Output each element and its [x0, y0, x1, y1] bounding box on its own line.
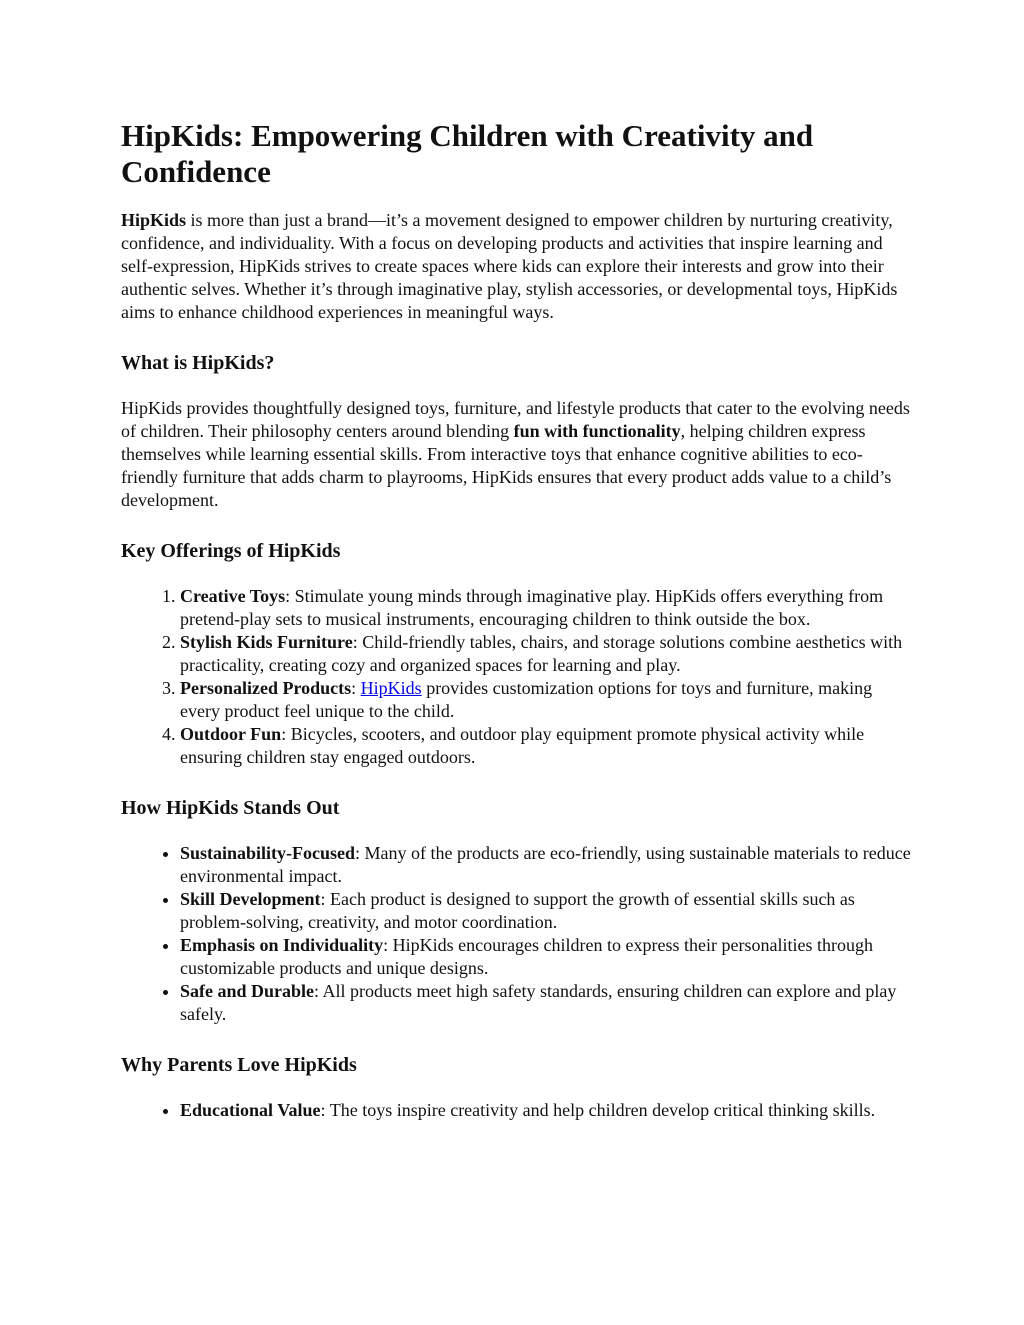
item-text: : The toys inspire creativity and help children develop critical thinking skills.	[320, 1100, 876, 1120]
item-title: Creative Toys	[180, 586, 286, 606]
item-separator: :	[351, 678, 361, 698]
intro-text: is more than just a brand—it’s a movement designed to empower children by nurturing creativity, confidence, and individuality. With a focus on developing products and activities that inspire learning and self-expression, HipKids strives to create spaces where kids can explore their interests and grow into their authentic selves. Whether it’s through imaginative play, stylish accessories, or developmental toys, HipKids aims to enhance childhood experiences in meaningful ways.	[121, 210, 898, 322]
list-item	[180, 677, 911, 723]
what-text-after: , helping children express themselves while learning essential skills. From interactive toys that enhance cognitive abilities to eco-friendly furniture that adds charm to playrooms, HipKids ensures that every product adds value to a child’s development.	[121, 421, 892, 510]
intro-paragraph	[121, 209, 911, 324]
item-title: Outdoor Fun	[180, 724, 282, 744]
item-title: Personalized Products	[180, 678, 352, 698]
list-item	[180, 842, 911, 888]
item-title: Stylish Kids Furniture	[180, 632, 353, 652]
item-title: Educational Value	[180, 1100, 321, 1120]
page-title: HipKids: Empowering Children with Creativity and Confidence	[121, 118, 814, 189]
item-text: : All products meet high safety standards, ensuring children can explore and play safely.	[180, 981, 897, 1024]
section-heading-parents: Why Parents Love HipKids	[121, 1054, 357, 1076]
parents-list	[121, 1099, 911, 1122]
item-title: Safe and Durable	[180, 981, 315, 1001]
item-title: Skill Development	[180, 889, 321, 909]
intro-brand: HipKids	[121, 210, 187, 230]
list-item	[180, 723, 911, 769]
what-paragraph	[121, 397, 911, 512]
item-text: provides customization options for toys and furniture, making every product feel unique to the child.	[180, 678, 873, 721]
document-page	[121, 118, 911, 1149]
list-item	[180, 631, 911, 677]
list-item	[180, 980, 911, 1026]
item-text: : HipKids encourages children to express their personalities through customizable products and unique designs.	[180, 935, 873, 978]
item-text: : Stimulate young minds through imaginative play. HipKids offers everything from pretend-play sets to musical instruments, encouraging children to think outside the box.	[180, 586, 884, 629]
item-text: : Bicycles, scooters, and outdoor play equipment promote physical activity while ensuring children stay engaged outdoors.	[180, 724, 865, 767]
item-title: Sustainability-Focused	[180, 843, 356, 863]
section-heading-offerings: Key Offerings of HipKids	[121, 540, 341, 562]
list-item	[180, 888, 911, 934]
item-title: Emphasis on Individuality	[180, 935, 384, 955]
standout-list	[121, 842, 911, 1026]
item-text: : Each product is designed to support the growth of essential skills such as problem-solving, creativity, and motor coordination.	[180, 889, 855, 932]
offerings-list	[121, 585, 911, 769]
item-text: : Many of the products are eco-friendly, using sustainable materials to reduce environmental impact.	[180, 843, 911, 886]
list-item	[180, 585, 911, 631]
list-item	[180, 934, 911, 980]
item-text: : Child-friendly tables, chairs, and storage solutions combine aesthetics with practicality, creating cozy and organized spaces for learning and play.	[180, 632, 903, 675]
section-heading-what: What is HipKids?	[121, 352, 275, 374]
section-heading-standout: How HipKids Stands Out	[121, 797, 340, 819]
what-text-before: HipKids provides thoughtfully designed toys, furniture, and lifestyle products that cater to the evolving needs of children. Their philosophy centers around blending	[121, 398, 910, 441]
hipkids-link[interactable]: HipKids	[360, 678, 422, 698]
what-bold-phrase: fun with functionality	[513, 421, 681, 441]
list-item	[180, 1099, 911, 1122]
